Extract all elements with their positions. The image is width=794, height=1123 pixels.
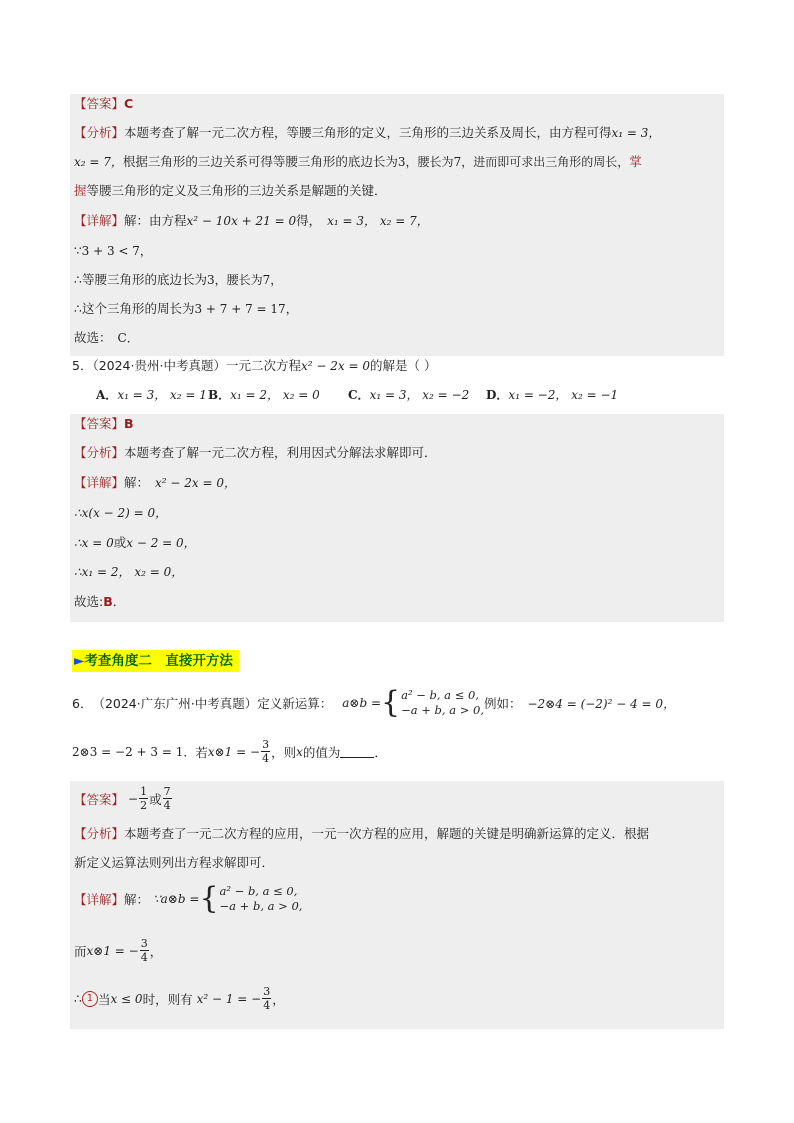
q5-step1: ∴x(x − 2) = 0， xyxy=(74,506,168,520)
q6-answer-fraction-1: $\frac{1}{2}$ xyxy=(140,785,148,812)
q6-stem-line2: 2⊗3 = −2 + 3 = 1． 若 x⊗1 = − $\frac{3}{4}$ ，则 x 的值为 ． xyxy=(72,738,387,765)
q6-piecewise: { a² − b, a ≤ 0, −a + b, a > 0, xyxy=(381,685,484,720)
q5-step4: 故选:B． xyxy=(74,594,126,609)
q5-step3: ∴x₁ = 2， x₂ = 0， xyxy=(74,565,184,579)
q5-stem: 5．（2024·贵州·中考真题）一元二次方程x² − 2x = 0的解是（ ） xyxy=(72,358,437,373)
q5-detail: 【详解】解： x² − 2x = 0， xyxy=(74,475,237,490)
q4-analysis-line1: 【分析】本题考查了解一元二次方程，等腰三角形的定义，三角形的三边关系及周长，由方程可得x₁ = 3， xyxy=(74,125,661,140)
q6-answer-fraction-2: $\frac{7}{4}$ xyxy=(163,785,171,812)
circled-number-icon: 1 xyxy=(82,991,98,1007)
q4-step2: ∴等腰三角形的底边长为3，腰长为7， xyxy=(74,272,283,287)
q5-option-a: A．x₁ = 3， x₂ = 1 xyxy=(96,388,207,402)
q6-answer: 【答案】 − $\frac{1}{2}$ 或 $\frac{7}{4}$ xyxy=(74,785,171,812)
q6-condition-fraction: $\frac{3}{4}$ xyxy=(262,738,270,765)
q4-analysis-line3: 握等腰三角形的定义及三角形的三边关系是解题的关键． xyxy=(74,183,387,198)
q6-case-fraction: $\frac{3}{4}$ xyxy=(263,985,271,1012)
q6-detail-piecewise: { a² − b, a ≤ 0, −a + b, a > 0, xyxy=(199,881,303,916)
q4-step4: 故选： C． xyxy=(74,330,139,345)
q5-option-b: B．x₁ = 2， x₂ = 0 xyxy=(208,388,320,402)
q6-analysis-line1: 【分析】本题考查了一元二次方程的应用，一元一次方程的应用，解题的关键是明确新运算的定义．根据 xyxy=(74,826,650,841)
q6-detail: 【详解】 解： ∵a⊗b = { a² − b, a ≤ 0, −a + b, a > 0, xyxy=(74,881,303,916)
q4-detail-line: 【详解】解：由方程x² − 10x + 21 = 0得， x₁ = 3， x₂ = 7， xyxy=(74,213,429,228)
triangle-marker-icon: ► xyxy=(74,653,85,669)
q6-analysis-line2: 新定义运算法则列出方程求解即可． xyxy=(74,855,275,870)
section-title: 考查角度二 直接开方法 xyxy=(84,653,233,669)
q4-answer: 【答案】C xyxy=(74,96,134,111)
q4-analysis-line2: x₂ = 7，根据三角形的三边关系可得等腰三角形的底边长为3，腰长为7，进而即可求出三角形的周长，掌 xyxy=(74,154,642,169)
q4-step1: ∵3 + 3 < 7， xyxy=(74,244,152,258)
q5-step2: ∴x = 0或x − 2 = 0， xyxy=(74,535,196,550)
q6-given-fraction: $\frac{3}{4}$ xyxy=(140,937,148,964)
q6-given: 而 x⊗1 = − $\frac{3}{4}$ ， xyxy=(74,937,163,964)
q6-stem: 6． （2024·广东广州·中考真题） 定义新运算： a⊗b = { a² − b, a ≤ 0, −a + b, a > 0, 例如： −2⊗4 = (−2)² − 4 = 0， xyxy=(72,685,676,720)
q5-analysis: 【分析】本题考查了解一元二次方程，利用因式分解法求解即可． xyxy=(74,445,437,460)
q5-answer-value: B xyxy=(124,416,134,431)
q5-option-d: D．x₁ = −2， x₂ = −1 xyxy=(486,388,619,402)
q6-case1: ∴ 1 当 x ≤ 0 时，则有 x² − 1 = − $\frac{3}{4}$ ， xyxy=(74,985,285,1012)
q4-answer-value: C xyxy=(124,96,134,111)
answer-blank[interactable] xyxy=(340,745,374,758)
q5-answer: 【答案】B xyxy=(74,416,134,431)
q5-option-c: C．x₁ = 3， x₂ = −2 xyxy=(348,388,470,402)
q4-step3: ∴这个三角形的周长为3 + 7 + 7 = 17， xyxy=(74,301,298,316)
section-header xyxy=(72,650,239,672)
